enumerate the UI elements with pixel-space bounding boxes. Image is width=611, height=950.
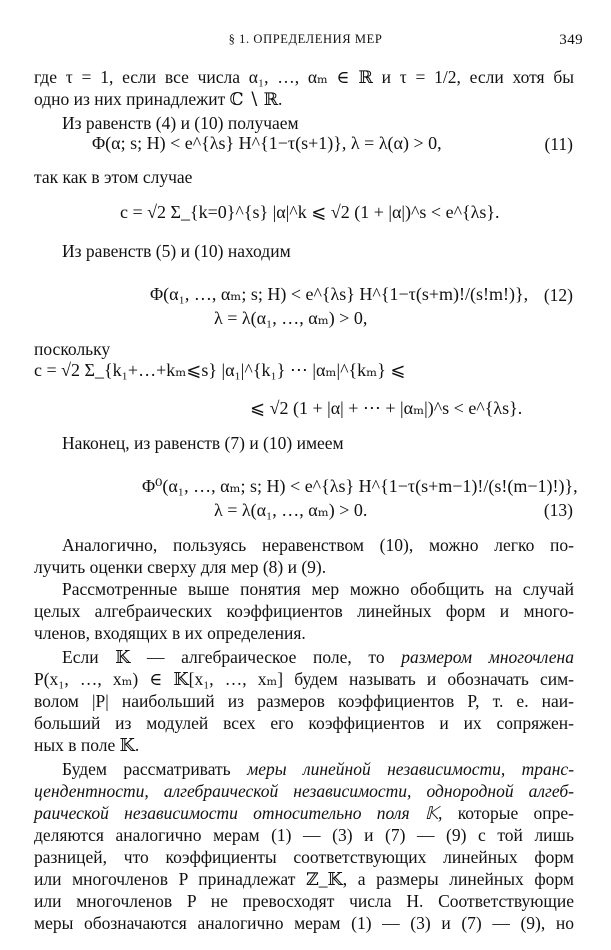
text-line: волом |P| наибольший из размеров коэффициентов P, т. е. наи- bbox=[34, 691, 574, 711]
formula-c2b: ⩽ √2 (1 + |α| + ⋯ + |αₘ|)^s < e^{λs}. bbox=[250, 398, 523, 418]
text-line bbox=[34, 780, 574, 802]
formula-11: Φ(α; s; H) < e^{λs} H^{1−τ(s+1)}, λ = λ(α) > 0, bbox=[92, 133, 442, 153]
text-span: Если 𝕂 — алгебраическое поле, то bbox=[62, 647, 385, 667]
text-line: Наконец, из равенств (7) и (10) имеем bbox=[62, 433, 344, 453]
text-span: Будем рассматривать bbox=[62, 759, 231, 779]
formula-12a: Φ(α₁, …, αₘ; s; H) < e^{λs} H^{1−τ(s+m)!/(s!m!)}, bbox=[150, 284, 529, 304]
text-line bbox=[34, 802, 574, 824]
text-line: деляются аналогично мерам (1) — (3) и (7) — (9) с той лишь bbox=[34, 825, 574, 845]
text-line: одно из них принадлежит ℂ ∖ ℝ. bbox=[34, 89, 283, 109]
equation-number: (12) bbox=[543, 285, 573, 305]
equation-number: (13) bbox=[543, 500, 573, 520]
page-number: 349 bbox=[559, 32, 583, 48]
section-title: § 1. ОПРЕДЕЛЕНИЯ МЕР bbox=[228, 32, 383, 46]
text-line: Аналогично, пользуясь неравенством (10), можно легко по- bbox=[62, 535, 574, 555]
text-line: целых алгебраических коэффициентов линейных форм и много- bbox=[34, 601, 574, 621]
text-line: где τ = 1, если все числа α₁, …, αₘ ∈ ℝ и τ = 1/2, если хотя бы bbox=[34, 67, 574, 87]
formula-12b: λ = λ(α₁, …, αₘ) > 0, bbox=[214, 308, 368, 328]
text-line: меры обозначаются аналогично мерам (1) — (3) и (7) — (9), но bbox=[34, 913, 574, 933]
text-line: поскольку bbox=[34, 339, 111, 359]
formula-13a: Φ⁰(α₁, …, αₘ; s; H) < e^{λs} H^{1−τ(s+m−1)!/(s!(m−1)!)}, bbox=[142, 476, 578, 496]
text-line: лучить оценки сверху для мер (8) и (9). bbox=[34, 557, 327, 577]
text-line: так как в этом случае bbox=[34, 167, 193, 187]
text-line: Из равенств (4) и (10) получаем bbox=[62, 113, 299, 133]
italic-term: меры линейной независимости, транс- bbox=[247, 759, 575, 779]
equation-number: (11) bbox=[544, 134, 573, 154]
formula-c2a: c = √2 Σ_{k₁+…+kₘ⩽s} |α₁|^{k₁} ⋯ |αₘ|^{kₘ} ⩽ bbox=[34, 360, 406, 380]
formula-c1: c = √2 Σ_{k=0}^{s} |α|^k ⩽ √2 (1 + |α|)^s < e^{λs}. bbox=[120, 202, 500, 222]
text-line: или многочленов P принадлежат ℤ_𝕂, а размеры линейных форм bbox=[34, 869, 574, 889]
italic-term: размером многочлена bbox=[401, 647, 574, 667]
text-line: больший из модулей всех его коэффициентов и их сопряжен- bbox=[34, 713, 574, 733]
text-line: разницей, что коэффициенты соответствующих линейных форм bbox=[34, 847, 574, 867]
text-line: P(x₁, …, xₘ) ∈ 𝕂[x₁, …, xₘ] будем называть и обозначать сим- bbox=[34, 669, 574, 689]
text-line: ных в поле 𝕂. bbox=[34, 735, 140, 755]
italic-term: цендентности, алгебраической независимости, однородной алгеб- bbox=[34, 781, 574, 801]
text-span: которые опре- bbox=[457, 803, 574, 823]
italic-term: раической независимости относительно поля 𝕂, bbox=[34, 803, 443, 823]
formula-13b: λ = λ(α₁, …, αₘ) > 0. bbox=[214, 500, 368, 520]
text-line bbox=[62, 646, 574, 668]
text-line: членов, входящих в их определения. bbox=[34, 623, 306, 643]
text-line: Рассмотренные выше понятия мер можно обобщить на случай bbox=[62, 579, 574, 599]
text-line: или многочленов P не превосходят числа H. Соответствующие bbox=[34, 891, 574, 911]
text-line bbox=[62, 758, 574, 780]
text-line: Из равенств (5) и (10) находим bbox=[62, 241, 291, 261]
